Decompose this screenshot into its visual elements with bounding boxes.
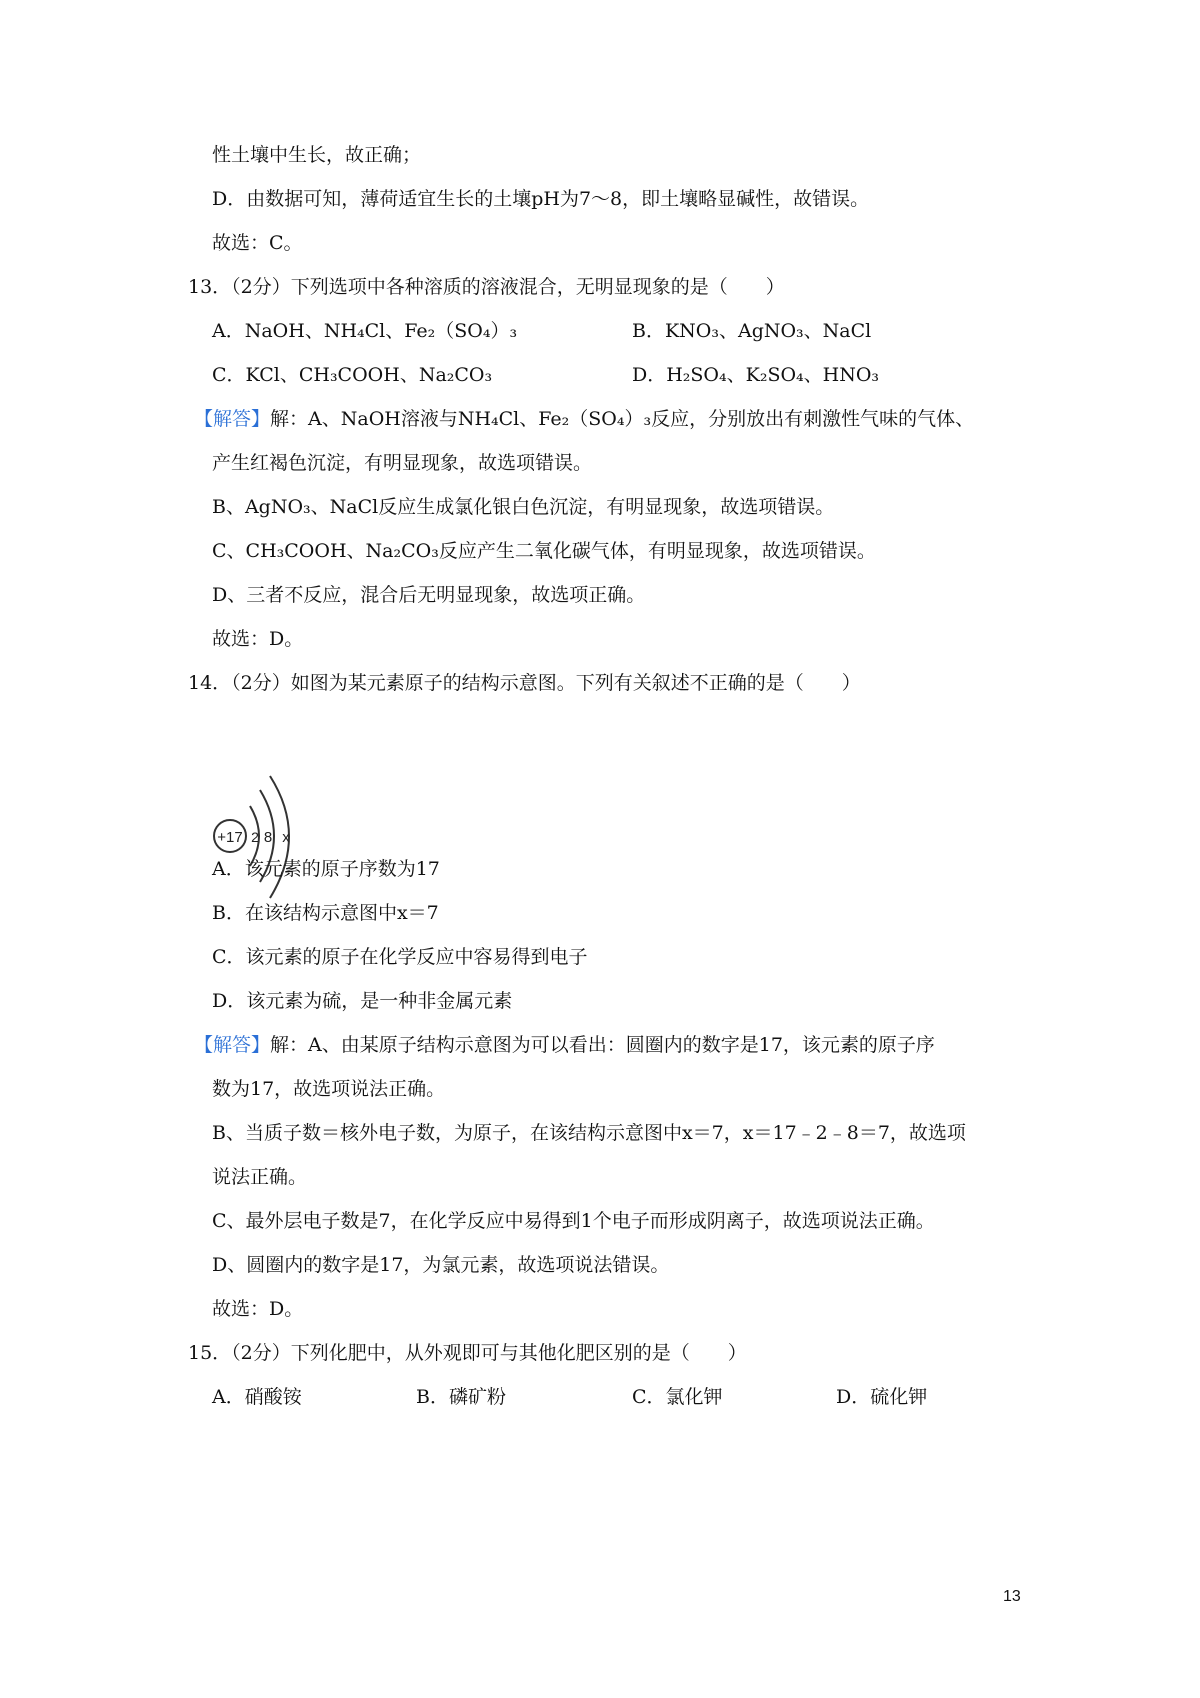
text-line: B、当质子数＝核外电子数，为原子，在该结构示意图中x＝7，x＝17﹣2﹣8＝7，故选项 — [212, 1122, 966, 1144]
text-line: D、三者不反应，混合后无明显现象，故选项正确。 — [212, 584, 646, 606]
q15-option-a: A．硝酸铵 — [212, 1386, 302, 1408]
q14-option-a: A．该元素的原子序数为17 — [212, 858, 440, 880]
text-line: C、最外层电子数是7，在化学反应中易得到1个电子而形成阴离子，故选项说法正确。 — [212, 1210, 935, 1232]
q13-option-a: A．NaOH、NH₄Cl、Fe₂（SO₄）₃ — [212, 320, 518, 342]
answer-14-line — [194, 1032, 935, 1058]
shell-3-count: x — [282, 829, 290, 846]
text-line: 故选：D。 — [212, 1298, 304, 1320]
text-line: C、CH₃COOH、Na₂CO₃反应产生二氧化碳气体，有明显现象，故选项错误。 — [212, 540, 876, 562]
question-14: 14．（2分）如图为某元素原子的结构示意图。下列有关叙述不正确的是（ ） — [188, 672, 861, 694]
text-line: B、AgNO₃、NaCl反应生成氯化银白色沉淀，有明显现象，故选项错误。 — [212, 496, 835, 518]
shell-1-count: 2 — [251, 829, 259, 845]
q13-option-b: B．KNO₃、AgNO₃、NaCl — [632, 320, 872, 342]
nucleus-label: +17 — [217, 829, 243, 846]
shell-2-count: 8 — [263, 829, 273, 846]
text-line: 数为17，故选项说法正确。 — [212, 1078, 446, 1100]
text-line: 产生红褐色沉淀，有明显现象，故选项错误。 — [212, 452, 593, 474]
q14-option-b: B．在该结构示意图中x＝7 — [212, 902, 439, 924]
text-line: D、圆圈内的数字是17，为氯元素，故选项说法错误。 — [212, 1254, 670, 1276]
answer-tag: 【解答】 — [194, 1034, 271, 1056]
page-number: 13 — [1003, 1588, 1021, 1605]
atom-structure-diagram — [212, 772, 332, 912]
q14-option-d: D．该元素为硫，是一种非金属元素 — [212, 990, 513, 1012]
text-line: 故选：C。 — [212, 232, 303, 254]
q13-option-c: C．KCl、CH₃COOH、Na₂CO₃ — [212, 364, 493, 386]
q15-option-c: C．氯化钾 — [632, 1386, 723, 1408]
q14-option-c: C．该元素的原子在化学反应中容易得到电子 — [212, 946, 588, 968]
answer-13-line — [194, 406, 974, 432]
answer-text: 解：A、由某原子结构示意图为可以看出：圆圈内的数字是17，该元素的原子序 — [270, 1034, 935, 1056]
text-line: 性土壤中生长，故正确； — [212, 144, 422, 166]
text-line: 说法正确。 — [212, 1166, 308, 1188]
answer-tag: 【解答】 — [194, 408, 271, 430]
q15-option-b: B．磷矿粉 — [416, 1386, 506, 1408]
question-13: 13．（2分）下列选项中各种溶质的溶液混合，无明显现象的是（ ） — [188, 276, 785, 298]
text-line: 故选：D。 — [212, 628, 304, 650]
q15-option-d: D．硫化钾 — [836, 1386, 928, 1408]
text-line: D．由数据可知，薄荷适宜生长的土壤pH为7～8，即土壤略显碱性，故错误。 — [212, 188, 870, 210]
q13-option-d: D．H₂SO₄、K₂SO₄、HNO₃ — [632, 364, 880, 386]
question-15: 15．（2分）下列化肥中，从外观即可与其他化肥区别的是（ ） — [188, 1342, 747, 1364]
answer-text: 解：A、NaOH溶液与NH₄Cl、Fe₂（SO₄）₃反应，分别放出有刺激性气味的气体、 — [270, 408, 975, 430]
